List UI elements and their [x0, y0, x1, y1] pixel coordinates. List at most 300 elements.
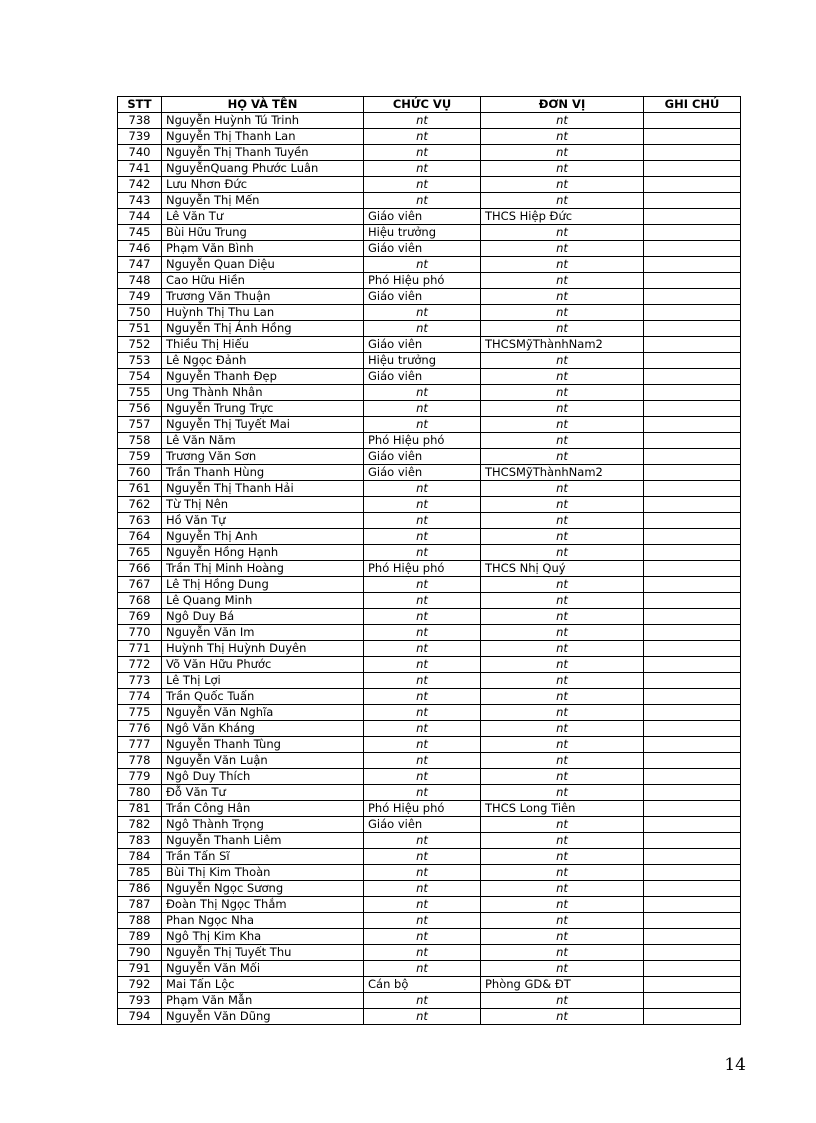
cell-position: Phó Hiệu phó	[364, 561, 481, 577]
cell-note	[644, 225, 741, 241]
table-row	[118, 785, 741, 801]
table-row	[118, 449, 741, 465]
table-row	[118, 721, 741, 737]
cell-position: nt	[364, 961, 481, 977]
cell-note	[644, 113, 741, 129]
cell-name: Lê Thị Lợi	[162, 673, 364, 689]
cell-unit: nt	[481, 769, 644, 785]
cell-unit: nt	[481, 289, 644, 305]
table-row	[118, 625, 741, 641]
cell-position: Hiệu trưởng	[364, 225, 481, 241]
cell-name: Cao Hữu Hiền	[162, 273, 364, 289]
cell-name: Đỗ Văn Tư	[162, 785, 364, 801]
cell-stt: 790	[118, 945, 162, 961]
cell-position: nt	[364, 689, 481, 705]
cell-note	[644, 625, 741, 641]
cell-name: Trần Tấn Sĩ	[162, 849, 364, 865]
cell-position: nt	[364, 113, 481, 129]
cell-note	[644, 929, 741, 945]
cell-unit: nt	[481, 401, 644, 417]
cell-unit: nt	[481, 369, 644, 385]
cell-unit: nt	[481, 513, 644, 529]
cell-note	[644, 497, 741, 513]
header-stt: STT	[118, 97, 162, 113]
cell-position: nt	[364, 129, 481, 145]
cell-position: nt	[364, 417, 481, 433]
cell-name: Võ Văn Hữu Phước	[162, 657, 364, 673]
table-row	[118, 705, 741, 721]
cell-note	[644, 465, 741, 481]
cell-position: nt	[364, 385, 481, 401]
table-row	[118, 769, 741, 785]
cell-note	[644, 433, 741, 449]
cell-unit: THCS Nhị Quý	[481, 561, 644, 577]
cell-unit: nt	[481, 657, 644, 673]
cell-note	[644, 481, 741, 497]
cell-unit: nt	[481, 577, 644, 593]
cell-name: Lê Văn Năm	[162, 433, 364, 449]
cell-position: nt	[364, 881, 481, 897]
cell-note	[644, 513, 741, 529]
cell-unit: nt	[481, 273, 644, 289]
cell-note	[644, 449, 741, 465]
cell-stt: 742	[118, 177, 162, 193]
cell-name: Nguyễn Trung Trực	[162, 401, 364, 417]
cell-position: nt	[364, 721, 481, 737]
cell-stt: 776	[118, 721, 162, 737]
table-row	[118, 241, 741, 257]
cell-position: nt	[364, 849, 481, 865]
cell-stt: 751	[118, 321, 162, 337]
cell-note	[644, 161, 741, 177]
cell-name: Đoàn Thị Ngọc Thắm	[162, 897, 364, 913]
cell-note	[644, 769, 741, 785]
cell-stt: 767	[118, 577, 162, 593]
cell-note	[644, 353, 741, 369]
cell-note	[644, 577, 741, 593]
cell-position: nt	[364, 593, 481, 609]
cell-name: Trần Thị Minh Hoàng	[162, 561, 364, 577]
cell-name: Nguyễn Thị Thanh Hải	[162, 481, 364, 497]
table-row	[118, 945, 741, 961]
table-row	[118, 161, 741, 177]
cell-stt: 764	[118, 529, 162, 545]
cell-note	[644, 545, 741, 561]
cell-unit: THCS Long Tiên	[481, 801, 644, 817]
cell-stt: 753	[118, 353, 162, 369]
cell-stt: 779	[118, 769, 162, 785]
cell-stt: 769	[118, 609, 162, 625]
cell-note	[644, 241, 741, 257]
cell-position: nt	[364, 785, 481, 801]
cell-unit: nt	[481, 497, 644, 513]
table-row	[118, 289, 741, 305]
cell-unit: nt	[481, 929, 644, 945]
cell-name: Nguyễn Thanh Tùng	[162, 737, 364, 753]
cell-stt: 783	[118, 833, 162, 849]
cell-name: Lê Ngọc Đảnh	[162, 353, 364, 369]
table-row	[118, 673, 741, 689]
cell-name: NguyễnQuang Phước Luân	[162, 161, 364, 177]
table-header	[118, 97, 741, 113]
cell-note	[644, 305, 741, 321]
cell-name: Ngô Văn Kháng	[162, 721, 364, 737]
cell-note	[644, 753, 741, 769]
cell-stt: 793	[118, 993, 162, 1009]
cell-note	[644, 401, 741, 417]
cell-position: Giáo viên	[364, 209, 481, 225]
table-row	[118, 545, 741, 561]
cell-stt: 773	[118, 673, 162, 689]
cell-position: nt	[364, 401, 481, 417]
table-body	[118, 113, 741, 1025]
table-row	[118, 209, 741, 225]
cell-stt: 757	[118, 417, 162, 433]
cell-position: nt	[364, 705, 481, 721]
cell-position: Giáo viên	[364, 449, 481, 465]
cell-note	[644, 193, 741, 209]
cell-name: Nguyễn Thị Tuyết Mai	[162, 417, 364, 433]
table-row	[118, 305, 741, 321]
cell-unit: nt	[481, 321, 644, 337]
cell-stt: 749	[118, 289, 162, 305]
cell-name: Nguyễn Thị Thanh Tuyền	[162, 145, 364, 161]
cell-position: Phó Hiệu phó	[364, 273, 481, 289]
cell-note	[644, 897, 741, 913]
cell-unit: nt	[481, 305, 644, 321]
cell-note	[644, 993, 741, 1009]
cell-name: Nguyễn Văn Luận	[162, 753, 364, 769]
cell-note	[644, 529, 741, 545]
table-row	[118, 257, 741, 273]
cell-stt: 738	[118, 113, 162, 129]
cell-name: Trần Công Hân	[162, 801, 364, 817]
cell-note	[644, 961, 741, 977]
cell-stt: 789	[118, 929, 162, 945]
cell-name: Nguyễn Văn Dũng	[162, 1009, 364, 1025]
table-row	[118, 801, 741, 817]
cell-note	[644, 593, 741, 609]
cell-stt: 771	[118, 641, 162, 657]
cell-stt: 740	[118, 145, 162, 161]
cell-name: Nguyễn Thanh Liêm	[162, 833, 364, 849]
cell-name: Ngô Duy Bá	[162, 609, 364, 625]
cell-unit: nt	[481, 161, 644, 177]
table-row	[118, 273, 741, 289]
cell-stt: 787	[118, 897, 162, 913]
cell-unit: nt	[481, 113, 644, 129]
cell-position: nt	[364, 305, 481, 321]
cell-name: Phạm Văn Bình	[162, 241, 364, 257]
cell-position: nt	[364, 513, 481, 529]
cell-name: Lê Thị Hồng Dung	[162, 577, 364, 593]
cell-name: Nguyễn Thị Mến	[162, 193, 364, 209]
cell-unit: nt	[481, 817, 644, 833]
cell-position: nt	[364, 945, 481, 961]
cell-name: Huỳnh Thị Thu Lan	[162, 305, 364, 321]
cell-unit: nt	[481, 881, 644, 897]
cell-unit: nt	[481, 945, 644, 961]
cell-stt: 775	[118, 705, 162, 721]
table-row	[118, 401, 741, 417]
cell-unit: THCSMỹThànhNam2	[481, 465, 644, 481]
cell-position: nt	[364, 833, 481, 849]
cell-note	[644, 865, 741, 881]
cell-position: nt	[364, 257, 481, 273]
cell-position: nt	[364, 641, 481, 657]
table-row	[118, 513, 741, 529]
cell-note	[644, 689, 741, 705]
cell-stt: 746	[118, 241, 162, 257]
cell-name: Ung Thành Nhân	[162, 385, 364, 401]
cell-unit: nt	[481, 609, 644, 625]
table-row	[118, 465, 741, 481]
cell-name: Từ Thị Nên	[162, 497, 364, 513]
cell-name: Nguyễn Huỳnh Tú Trinh	[162, 113, 364, 129]
cell-position: nt	[364, 177, 481, 193]
cell-stt: 759	[118, 449, 162, 465]
table-row	[118, 481, 741, 497]
cell-note	[644, 337, 741, 353]
page-number: 14	[724, 1055, 746, 1075]
cell-unit: THCSMỹThànhNam2	[481, 337, 644, 353]
cell-note	[644, 289, 741, 305]
cell-stt: 774	[118, 689, 162, 705]
cell-note	[644, 385, 741, 401]
cell-unit: nt	[481, 257, 644, 273]
cell-stt: 794	[118, 1009, 162, 1025]
cell-note	[644, 321, 741, 337]
staff-table	[117, 96, 741, 1025]
table-row	[118, 641, 741, 657]
cell-note	[644, 369, 741, 385]
cell-unit: nt	[481, 225, 644, 241]
cell-position: Giáo viên	[364, 337, 481, 353]
cell-unit: nt	[481, 529, 644, 545]
cell-name: Trần Quốc Tuấn	[162, 689, 364, 705]
cell-note	[644, 881, 741, 897]
cell-name: Mai Tấn Lộc	[162, 977, 364, 993]
table-row	[118, 817, 741, 833]
cell-unit: THCS Hiệp Đức	[481, 209, 644, 225]
cell-position: nt	[364, 497, 481, 513]
cell-unit: nt	[481, 625, 644, 641]
table-row	[118, 609, 741, 625]
cell-stt: 765	[118, 545, 162, 561]
cell-name: Thiều Thị Hiếu	[162, 337, 364, 353]
cell-position: nt	[364, 1009, 481, 1025]
table-row	[118, 561, 741, 577]
cell-stt: 766	[118, 561, 162, 577]
cell-unit: nt	[481, 993, 644, 1009]
table-row	[118, 865, 741, 881]
cell-stt: 777	[118, 737, 162, 753]
cell-position: nt	[364, 897, 481, 913]
cell-position: nt	[364, 609, 481, 625]
table-row	[118, 929, 741, 945]
cell-note	[644, 977, 741, 993]
cell-stt: 791	[118, 961, 162, 977]
table-row	[118, 849, 741, 865]
header-position: CHỨC VỤ	[364, 97, 481, 113]
cell-stt: 788	[118, 913, 162, 929]
table-row	[118, 193, 741, 209]
cell-name: Nguyễn Thị Ánh Hồng	[162, 321, 364, 337]
cell-stt: 778	[118, 753, 162, 769]
cell-unit: nt	[481, 897, 644, 913]
cell-unit: nt	[481, 849, 644, 865]
cell-stt: 744	[118, 209, 162, 225]
cell-position: nt	[364, 193, 481, 209]
cell-note	[644, 177, 741, 193]
table-row	[118, 593, 741, 609]
cell-unit: nt	[481, 241, 644, 257]
cell-note	[644, 849, 741, 865]
table-row	[118, 497, 741, 513]
cell-stt: 763	[118, 513, 162, 529]
cell-note	[644, 561, 741, 577]
cell-name: Trương Văn Thuận	[162, 289, 364, 305]
cell-note	[644, 657, 741, 673]
cell-name: Phan Ngọc Nha	[162, 913, 364, 929]
cell-stt: 750	[118, 305, 162, 321]
cell-position: nt	[364, 545, 481, 561]
cell-stt: 761	[118, 481, 162, 497]
table-row	[118, 833, 741, 849]
cell-name: Lê Quang Minh	[162, 593, 364, 609]
cell-unit: nt	[481, 193, 644, 209]
cell-position: nt	[364, 673, 481, 689]
cell-position: nt	[364, 737, 481, 753]
cell-unit: nt	[481, 177, 644, 193]
table-row	[118, 369, 741, 385]
cell-note	[644, 641, 741, 657]
cell-note	[644, 129, 741, 145]
cell-unit: nt	[481, 385, 644, 401]
cell-stt: 741	[118, 161, 162, 177]
cell-name: Trương Văn Sơn	[162, 449, 364, 465]
cell-stt: 743	[118, 193, 162, 209]
cell-position: nt	[364, 865, 481, 881]
table-row	[118, 753, 741, 769]
cell-unit: nt	[481, 865, 644, 881]
cell-stt: 739	[118, 129, 162, 145]
cell-name: Nguyễn Thanh Đẹp	[162, 369, 364, 385]
cell-name: Huỳnh Thị Huỳnh Duyên	[162, 641, 364, 657]
cell-stt: 762	[118, 497, 162, 513]
cell-name: Nguyễn Thị Thanh Lan	[162, 129, 364, 145]
cell-note	[644, 705, 741, 721]
cell-stt: 772	[118, 657, 162, 673]
cell-position: Giáo viên	[364, 465, 481, 481]
cell-name: Nguyễn Văn Mối	[162, 961, 364, 977]
cell-stt: 768	[118, 593, 162, 609]
cell-unit: nt	[481, 641, 644, 657]
cell-position: Hiệu trưởng	[364, 353, 481, 369]
table-row	[118, 977, 741, 993]
cell-unit: nt	[481, 721, 644, 737]
cell-note	[644, 817, 741, 833]
table-row	[118, 1009, 741, 1025]
cell-unit: nt	[481, 753, 644, 769]
cell-unit: nt	[481, 145, 644, 161]
cell-note	[644, 721, 741, 737]
table-row	[118, 417, 741, 433]
cell-name: Lê Văn Tư	[162, 209, 364, 225]
cell-note	[644, 673, 741, 689]
cell-note	[644, 145, 741, 161]
cell-position: nt	[364, 529, 481, 545]
cell-position: nt	[364, 145, 481, 161]
cell-note	[644, 801, 741, 817]
cell-note	[644, 737, 741, 753]
cell-unit: nt	[481, 449, 644, 465]
cell-name: Bùi Thị Kim Thoàn	[162, 865, 364, 881]
table-row	[118, 881, 741, 897]
cell-unit: nt	[481, 785, 644, 801]
cell-note	[644, 417, 741, 433]
cell-name: Ngô Thành Trọng	[162, 817, 364, 833]
table-row	[118, 145, 741, 161]
table-row	[118, 385, 741, 401]
cell-stt: 756	[118, 401, 162, 417]
cell-unit: nt	[481, 433, 644, 449]
table-row	[118, 913, 741, 929]
cell-note	[644, 913, 741, 929]
cell-unit: nt	[481, 737, 644, 753]
table-row	[118, 961, 741, 977]
header-row	[118, 97, 741, 113]
cell-stt: 780	[118, 785, 162, 801]
cell-position: Cán bộ	[364, 977, 481, 993]
cell-unit: nt	[481, 545, 644, 561]
cell-note	[644, 833, 741, 849]
cell-position: nt	[364, 577, 481, 593]
cell-name: Nguyễn Quan Diệu	[162, 257, 364, 273]
table-row	[118, 689, 741, 705]
table-row	[118, 225, 741, 241]
cell-unit: Phòng GD& ĐT	[481, 977, 644, 993]
cell-note	[644, 785, 741, 801]
cell-unit: nt	[481, 1009, 644, 1025]
cell-position: nt	[364, 753, 481, 769]
cell-position: nt	[364, 321, 481, 337]
cell-position: nt	[364, 481, 481, 497]
cell-name: Nguyễn Thị Tuyết Thu	[162, 945, 364, 961]
cell-name: Hồ Văn Tự	[162, 513, 364, 529]
cell-position: nt	[364, 929, 481, 945]
cell-stt: 754	[118, 369, 162, 385]
table-row	[118, 529, 741, 545]
cell-name: Nguyễn Hồng Hạnh	[162, 545, 364, 561]
cell-stt: 747	[118, 257, 162, 273]
cell-note	[644, 609, 741, 625]
table-row	[118, 113, 741, 129]
cell-note	[644, 1009, 741, 1025]
cell-stt: 792	[118, 977, 162, 993]
cell-unit: nt	[481, 961, 644, 977]
cell-stt: 784	[118, 849, 162, 865]
cell-stt: 781	[118, 801, 162, 817]
table-row	[118, 129, 741, 145]
cell-unit: nt	[481, 913, 644, 929]
cell-unit: nt	[481, 481, 644, 497]
cell-name: Trần Thanh Hùng	[162, 465, 364, 481]
cell-name: Nguyễn Văn Im	[162, 625, 364, 641]
cell-unit: nt	[481, 689, 644, 705]
cell-stt: 782	[118, 817, 162, 833]
cell-name: Lưu Nhơn Đức	[162, 177, 364, 193]
